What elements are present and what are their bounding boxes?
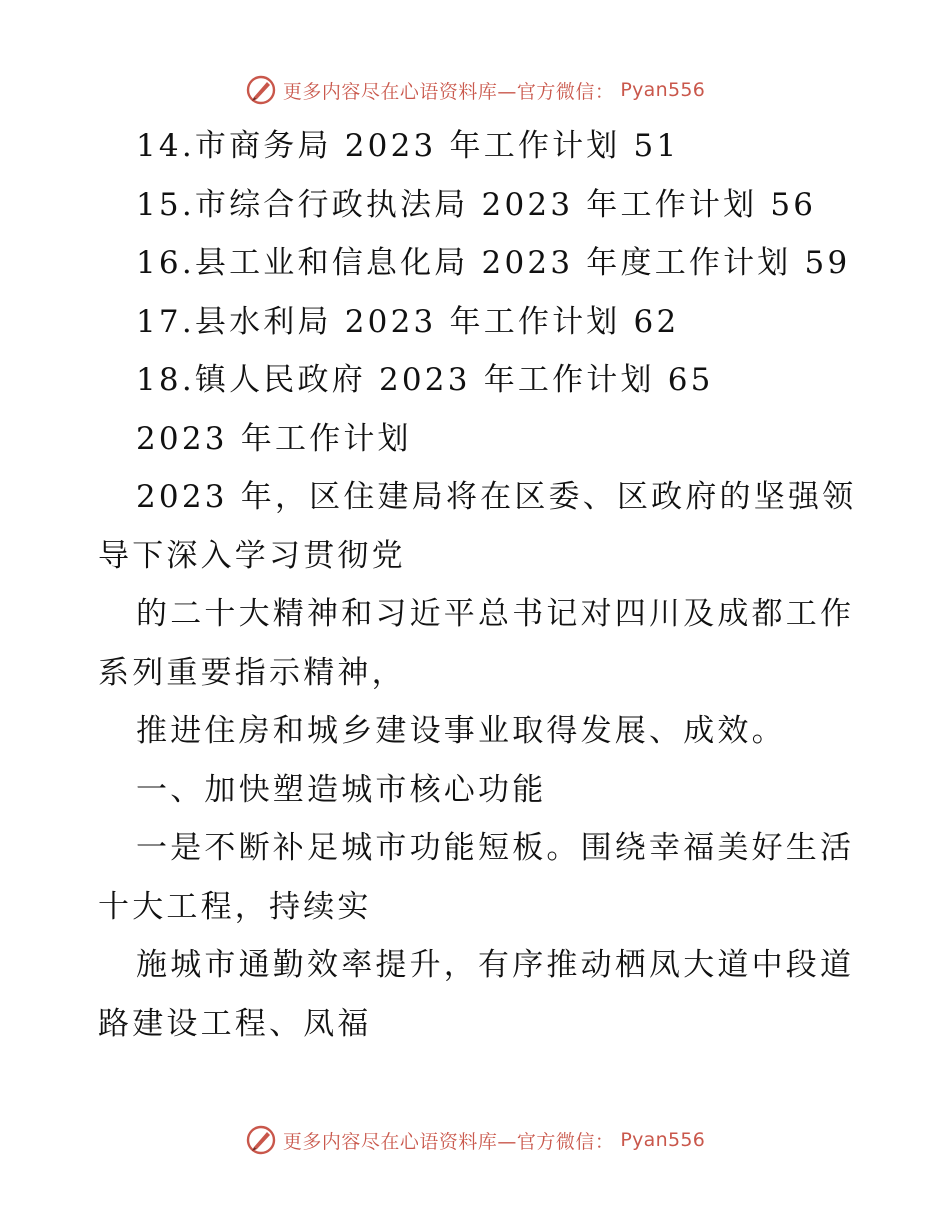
quill-pen-logo-icon [245, 74, 277, 106]
document-line: 导下深入学习贯彻党 [98, 537, 406, 574]
document-line: 的二十大精神和习近平总书记对四川及成都工作 [136, 596, 855, 632]
document-line: 17.县水利局 2023 年工作计划 62 [136, 303, 680, 340]
document-line: 2023 年，区住建局将在区委、区政府的坚强领 [136, 479, 857, 515]
watermark-text: 更多内容尽在心语资料库—官方微信： [282, 80, 615, 103]
document-line: 15.市综合行政执法局 2023 年工作计划 56 [136, 186, 817, 223]
document-line: 推进住房和城乡建设事业取得发展、成效。 [136, 713, 786, 749]
watermark-footer [0, 1124, 950, 1156]
watermark-brand: Pyan556 [620, 1129, 706, 1151]
document-line: 十大工程，持续实 [98, 888, 372, 925]
document-line: 路建设工程、凤福 [98, 1005, 372, 1042]
document-line: 系列重要指示精神， [98, 654, 406, 691]
document-line: 2023 年工作计划 [136, 420, 412, 457]
document-line: 施城市通勤效率提升，有序推动栖凤大道中段道 [136, 947, 855, 983]
document-body [98, 117, 858, 1053]
document-line: 一、加快塑造城市核心功能 [136, 771, 547, 808]
watermark-brand: Pyan556 [620, 79, 706, 101]
document-line: 16.县工业和信息化局 2023 年度工作计划 59 [136, 245, 851, 281]
document-line: 14.市商务局 2023 年工作计划 51 [136, 128, 680, 164]
quill-pen-logo-icon [245, 1124, 277, 1156]
document-line: 18.镇人民政府 2023 年工作计划 65 [136, 362, 714, 398]
watermark-text: 更多内容尽在心语资料库—官方微信： [282, 1130, 615, 1153]
watermark-header [0, 74, 950, 106]
document-line: 一是不断补足城市功能短板。围绕幸福美好生活 [136, 830, 855, 866]
